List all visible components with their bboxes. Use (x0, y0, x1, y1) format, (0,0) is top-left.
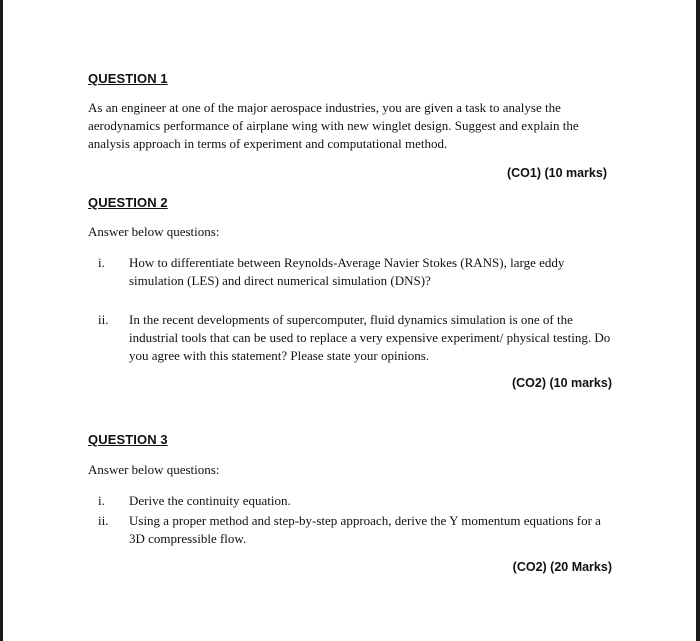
question-2-heading: QUESTION 2 (88, 195, 168, 210)
question-2-item-1-text: How to differentiate between Reynolds-Average Navier Stokes (RANS), large eddy simulation (LES) and direct numerical simulation (DNS)? (129, 255, 565, 288)
question-3-item-2-number: ii. (98, 513, 109, 528)
question-2-item-2-text: In the recent developments of supercomputer, fluid dynamics simulation is one of the industrial tools that can be used to replace a very expensive experiment/ physical testing. Do you agree with this statement? Please state your opinions. (129, 312, 611, 363)
question-3-heading: QUESTION 3 (88, 432, 168, 447)
question-1-marks: (CO1) (10 marks) (506, 166, 607, 180)
left-border (0, 0, 3, 641)
question-2-marks: (CO2) (10 marks) (511, 376, 612, 390)
question-3-item-1-number: i. (98, 493, 105, 508)
question-3-item-2-text: Using a proper method and step-by-step approach, derive the Y momentum equations for a 3D compressible flow. (129, 513, 601, 546)
question-3-intro: Answer below questions: (88, 462, 220, 477)
right-border (696, 0, 700, 641)
question-3-item-1-text: Derive the continuity equation. (129, 493, 291, 508)
question-2-intro: Answer below questions: (88, 224, 220, 239)
question-2-item-1-number: i. (98, 255, 105, 270)
question-1-body: As an engineer at one of the major aerospace industries, you are given a task to analyse the aerodynamics performance of airplane wing with new winglet design. Suggest and explain the analysis approach in terms of experiment and computational method. (88, 100, 579, 151)
question-3-marks: (CO2) (20 Marks) (512, 560, 612, 574)
question-1-heading: QUESTION 1 (88, 71, 168, 86)
question-2-item-2-number: ii. (98, 312, 109, 327)
